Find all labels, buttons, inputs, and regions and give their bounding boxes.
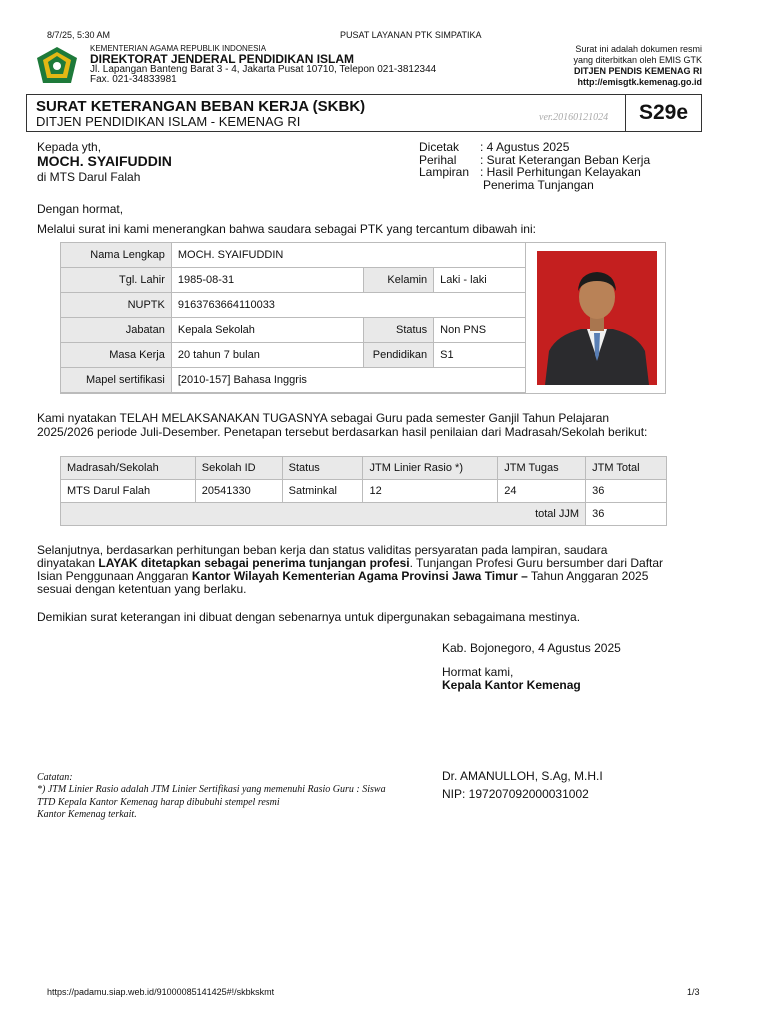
- salutation: Dengan hormat,: [37, 202, 124, 216]
- attachment-value-2: Penerima Tunjangan: [483, 178, 594, 192]
- col-header-jtm-linier: JTM Linier Rasio *): [363, 457, 498, 480]
- col-header-status: Status: [282, 457, 363, 480]
- cert-subject-label: Mapel sertifikasi: [61, 368, 172, 393]
- cell-school: MTS Darul Falah: [61, 480, 196, 503]
- print-page-title: PUSAT LAYANAN PTK SIMPATIKA: [340, 30, 482, 40]
- para2-line-3: [37, 569, 648, 583]
- attachment-value-1: : Hasil Perhitungan Kelayakan: [480, 165, 641, 179]
- print-url: https://padamu.siap.web.id/91000085141425#!/skbkskmt: [47, 987, 275, 997]
- notes-line-1: *) JTM Linier Rasio adalah JTM Linier Sertifikasi yang memenuhi Rasio Guru : Siswa: [37, 784, 386, 795]
- signatory-nip: NIP: 197207092000031002: [442, 787, 589, 801]
- note-line-4: http://emisgtk.kemenag.go.id: [577, 77, 702, 87]
- fax: Fax. 021-34833981: [90, 74, 177, 85]
- recipient-location: di MTS Darul Falah: [37, 170, 141, 184]
- intro-text: Melalui surat ini kami menerangkan bahwa saudara sebagai PTK yang tercantum dibawah ini:: [37, 222, 536, 236]
- print-page-number: 1/3: [687, 987, 700, 997]
- title-box: [26, 94, 702, 132]
- school-table: [60, 456, 667, 526]
- greeting: Kepada yth,: [37, 140, 102, 154]
- official-doc-note: [573, 44, 702, 88]
- cell-jtm-linier: 12: [363, 480, 498, 503]
- status-value: Non PNS: [434, 318, 526, 343]
- person-portrait-icon: [537, 251, 657, 385]
- kemenag-logo: [36, 46, 78, 84]
- statement-line-1: Kami nyatakan TELAH MELAKSANAKAN TUGASNYA sebagai Guru pada semester Ganjil Tahun Pelajaran: [37, 411, 610, 425]
- table-row: [61, 480, 667, 503]
- subject-label: Perihal: [419, 153, 457, 167]
- budget-office: Kantor Wilayah Kementerian Agama Provinsi Jawa Timur –: [191, 569, 528, 583]
- position-label: Jabatan: [61, 318, 172, 343]
- note-line-2: yang diterbitkan oleh EMIS GTK: [573, 55, 702, 65]
- gender-label: Kelamin: [364, 268, 434, 293]
- cell-status: Satminkal: [282, 480, 363, 503]
- cell-school-id: 20541330: [195, 480, 282, 503]
- col-header-school: Madrasah/Sekolah: [61, 457, 196, 480]
- regards: Hormat kami,: [442, 665, 514, 679]
- name-value: MOCH. SYAIFUDDIN: [171, 243, 525, 268]
- position-value: Kepala Sekolah: [171, 318, 363, 343]
- profile-photo: [537, 251, 657, 385]
- cell-jtm-total: 36: [586, 480, 667, 503]
- para2-text: dinyatakan: [37, 556, 99, 570]
- version-stamp: ver.20160121024: [539, 112, 609, 123]
- print-datetime: 8/7/25, 5:30 AM: [47, 30, 111, 40]
- place-date: Kab. Bojonegoro, 4 Agustus 2025: [442, 641, 621, 655]
- note-line-1: Surat ini adalah dokumen resmi: [575, 44, 702, 54]
- dob-value: 1985-08-31: [171, 268, 363, 293]
- directorate-name: DIREKTORAT JENDERAL PENDIDIKAN ISLAM: [90, 52, 355, 66]
- education-value: S1: [434, 343, 526, 368]
- statement-line-2: 2025/2026 periode Juli-Desember. Penetapan tersebut berdasarkan hasil penilaian dari Madrasah/Sekolah berikut:: [37, 425, 648, 439]
- note-line-3: DITJEN PENDIS KEMENAG RI: [573, 66, 702, 76]
- printed-value: : 4 Agustus 2025: [480, 140, 570, 154]
- address: Jl. Lapangan Banteng Barat 3 - 4, Jakarta Pusat 10710, Telepon 021-3812344: [90, 64, 437, 75]
- gender-value: Laki - laki: [434, 268, 526, 293]
- ministry-name: KEMENTERIAN AGAMA REPUBLIK INDONESIA: [90, 44, 267, 53]
- notes-line-3: Kantor Kemenag terkait.: [37, 809, 137, 820]
- total-jjm-label: total JJM: [61, 503, 586, 526]
- profile-table: [60, 242, 526, 393]
- printed-label: Dicetak: [419, 140, 460, 154]
- cell-jtm-tugas: 24: [498, 480, 586, 503]
- col-header-jtm-total: JTM Total: [586, 457, 667, 480]
- attachment-label: Lampiran: [419, 165, 470, 179]
- education-label: Pendidikan: [364, 343, 434, 368]
- notes-title: Catatan:: [37, 772, 73, 783]
- total-jjm-value: 36: [586, 503, 667, 526]
- para2-text: Tahun Anggaran 2025: [527, 569, 649, 583]
- document-title: SURAT KETERANGAN BEBAN KERJA (SKBK): [36, 98, 366, 115]
- para2-text: Isian Penggunaan Anggaran: [37, 569, 192, 583]
- para2-line-4: sesuai dengan ketentuan yang berlaku.: [37, 582, 247, 596]
- signatory-office: Kepala Kantor Kemenag: [442, 678, 581, 692]
- col-header-school-id: Sekolah ID: [195, 457, 282, 480]
- subject-value: : Surat Keterangan Beban Kerja: [480, 153, 651, 167]
- cert-subject-value: [2010-157] Bahasa Inggris: [171, 368, 525, 393]
- closing-text: Demikian surat keterangan ini dibuat dengan sebenarnya untuk dipergunakan sebagaimana mestinya.: [37, 610, 581, 624]
- dob-label: Tgl. Lahir: [61, 268, 172, 293]
- nuptk-value: 9163763664110033: [171, 293, 525, 318]
- nuptk-label: NUPTK: [61, 293, 172, 318]
- tenure-label: Masa Kerja: [61, 343, 172, 368]
- eligibility-statement: LAYAK ditetapkan sebagai penerima tunjangan profesi: [98, 556, 410, 570]
- signatory-name: Dr. AMANULLOH, S.Ag, M.H.I: [442, 769, 603, 783]
- para2-line-1: Selanjutnya, berdasarkan perhitungan beban kerja dan status validitas persyaratan pada lampiran, saudara: [37, 543, 608, 557]
- recipient-name: MOCH. SYAIFUDDIN: [37, 153, 172, 169]
- form-code: S29e: [625, 95, 701, 131]
- col-header-jtm-tugas: JTM Tugas: [498, 457, 586, 480]
- para2-text: . Tunjangan Profesi Guru bersumber dari Daftar: [409, 556, 664, 570]
- para2-line-2: [37, 556, 663, 570]
- name-label: Nama Lengkap: [61, 243, 172, 268]
- document-subtitle: DITJEN PENDIDIKAN ISLAM - KEMENAG RI: [36, 114, 301, 129]
- status-label: Status: [364, 318, 434, 343]
- tenure-value: 20 tahun 7 bulan: [171, 343, 363, 368]
- notes-line-2: TTD Kepala Kantor Kemenag harap dibubuhi stempel resmi: [37, 797, 280, 808]
